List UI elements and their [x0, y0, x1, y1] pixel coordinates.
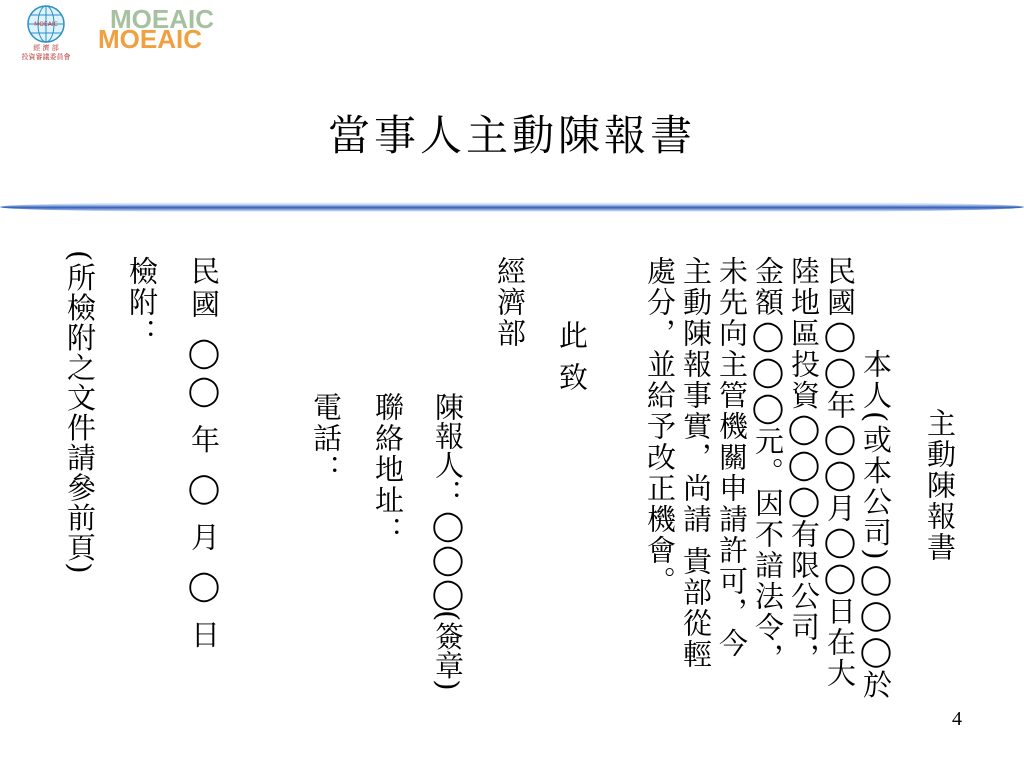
body-line-4: 金額◯◯◯元。因不諳法令， [751, 256, 785, 674]
attachment-note: (所檢附之文件請參前頁) [63, 250, 97, 575]
body-line-7: 處分，並給予改正機會。 [643, 256, 677, 597]
closing-zhi: 致 [555, 362, 589, 393]
document-heading: 主動陳報書 [923, 408, 957, 563]
page-title: 當事人主動陳報書 [327, 111, 696, 160]
date-line: 民國 ◯◯ 年 ◯ 月 ◯ 日 [187, 256, 221, 653]
body-line-1: 本人(或本公司)◯◯◯於 [859, 318, 893, 701]
body-line-6: 主動陳報事實，尚請 貴部從輕 [679, 256, 713, 671]
logo-subtitle-line1: 經 濟 部 [33, 44, 59, 52]
closing-ci: 此 [555, 320, 589, 351]
body-line-2: 民國◯◯年◯◯月◯◯日在大 [823, 256, 857, 689]
logo-subtitle [10, 44, 82, 62]
page-number: 4 [952, 708, 962, 730]
body-line-5: 未先向主管機關申請許可，今 [715, 256, 749, 659]
address-line: 聯絡地址： [371, 392, 405, 547]
title-divider [0, 202, 1024, 212]
brand-text: MOEAIC [98, 24, 202, 54]
phone-line: 電話： [309, 392, 343, 485]
logo-badge-text: MOEAIC [34, 21, 58, 28]
recipient: 經濟部 [493, 256, 527, 349]
body-line-3: 陸地區投資◯◯◯有限公司， [787, 256, 821, 674]
reporter-line: 陳報人：◯◯◯(簽章) [431, 392, 465, 691]
logo-subtitle-line2: 投資審議委員會 [21, 53, 71, 61]
globe-logo-icon [26, 4, 66, 44]
attachment-label: 檢附： [125, 256, 159, 349]
brand-text-shadow: MOEAIC [110, 4, 214, 34]
